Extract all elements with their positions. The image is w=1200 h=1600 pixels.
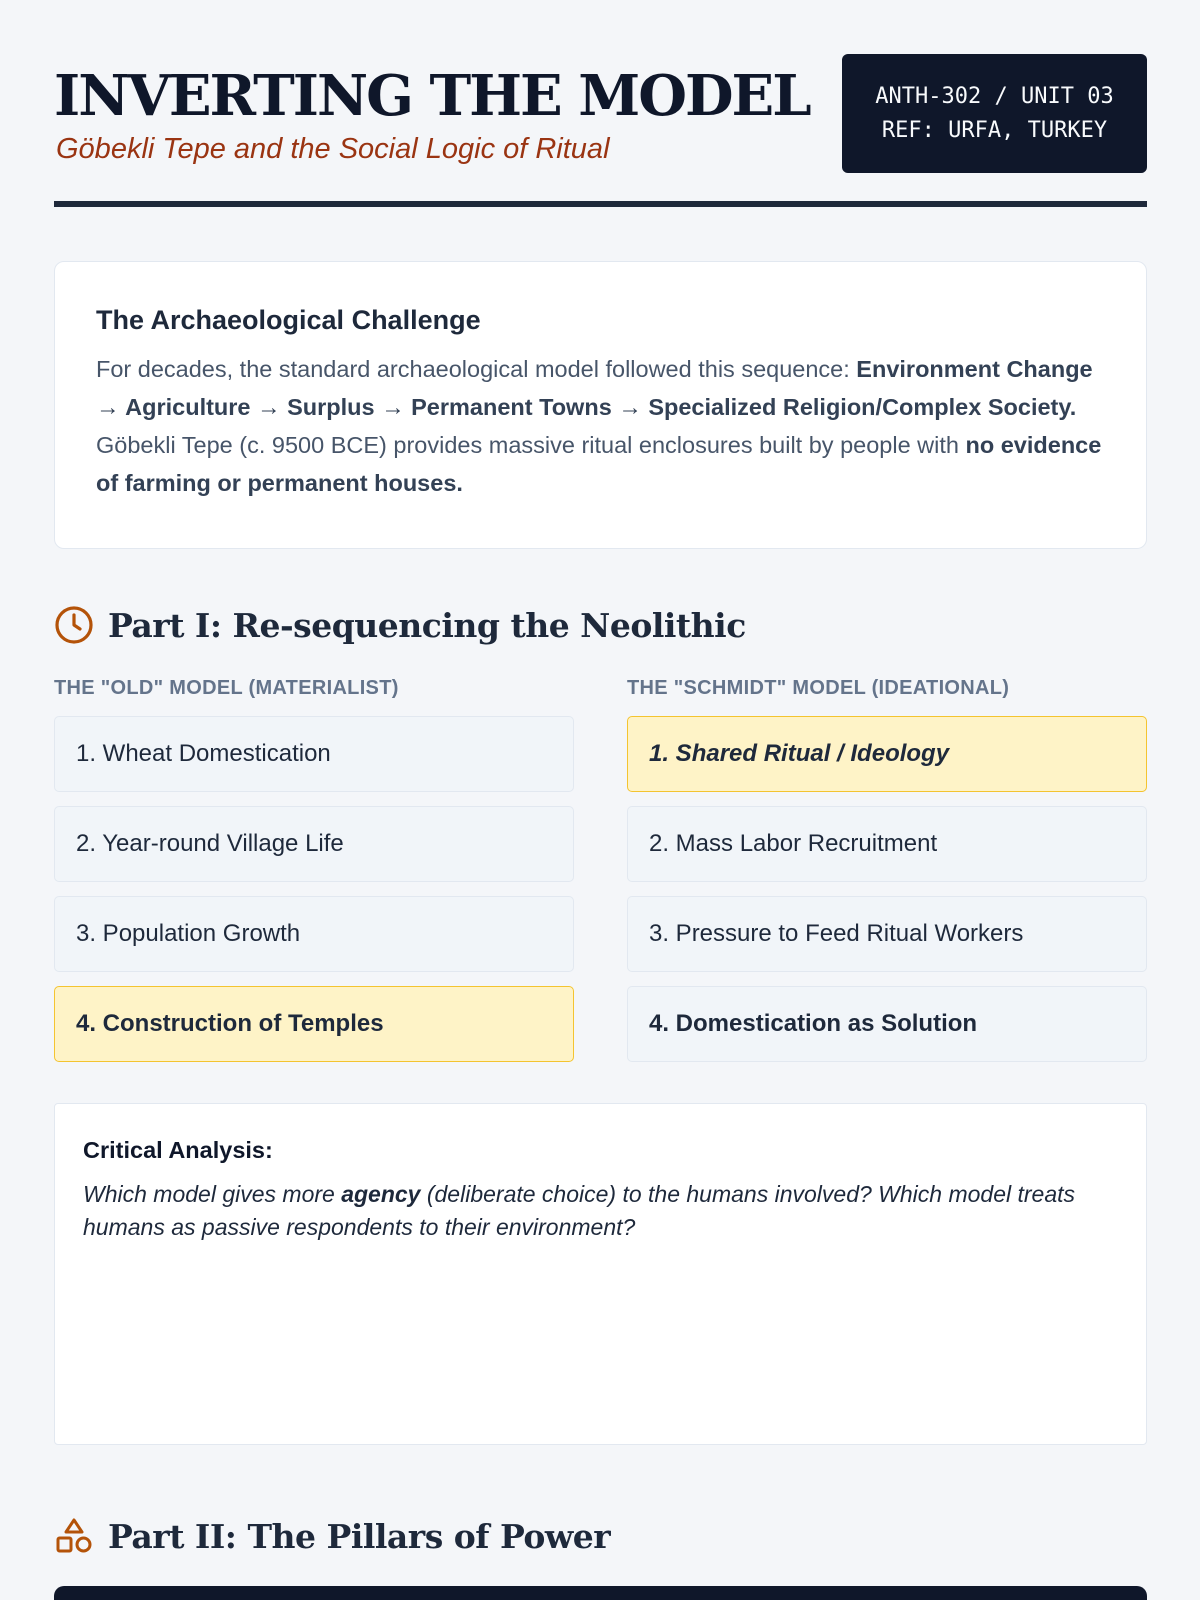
old-model-step: 2. Year-round Village Life	[54, 806, 574, 882]
old-model-step: 3. Population Growth	[54, 896, 574, 972]
intro-title: The Archaeological Challenge	[96, 305, 481, 335]
analysis-question	[83, 1178, 1118, 1244]
intro-card	[54, 261, 1147, 549]
course-reference: REF: URFA, TURKEY	[881, 117, 1108, 143]
critical-analysis-box[interactable]	[54, 1103, 1147, 1445]
old-model-label: THE "OLD" MODEL (MATERIALIST)	[54, 677, 399, 699]
old-model-column	[54, 674, 574, 1076]
schmidt-model-step: 2. Mass Labor Recruitment	[627, 806, 1147, 882]
schmidt-model-column	[627, 674, 1147, 1076]
worksheet-page	[54, 0, 1147, 1556]
analysis-title: Critical Analysis:	[83, 1137, 273, 1163]
page-header	[54, 0, 1147, 207]
part1-heading	[54, 605, 746, 645]
intro-sequence: Environment Change → Agriculture → Surplus → Permanent Towns → Specialized Religion/Complex Society.	[96, 356, 1093, 420]
course-code: ANTH-302 / UNIT 03	[875, 83, 1114, 109]
analysis-text-part: Which model gives more	[83, 1181, 342, 1207]
page-title: INVERTING THE MODEL	[54, 63, 810, 129]
part2-title: Part II: The Pillars of Power	[108, 1516, 611, 1556]
schmidt-model-step-highlighted: 1. Shared Ritual / Ideology	[627, 716, 1147, 792]
intro-text	[96, 350, 1106, 502]
page-subtitle: Göbekli Tepe and the Social Logic of Ritual	[56, 133, 610, 165]
schmidt-model-label: THE "SCHMIDT" MODEL (IDEATIONAL)	[627, 677, 1010, 699]
part1-title: Part I: Re-sequencing the Neolithic	[108, 605, 746, 645]
part2-dark-panel	[54, 1586, 1147, 1600]
clock-icon	[54, 605, 94, 645]
intro-text-part: Göbekli Tepe (c. 9500 BCE) provides massive ritual enclosures built by people with	[96, 432, 966, 458]
analysis-emphasis: agency	[341, 1181, 421, 1207]
intro-emphasis: no evidence of farming or permanent houses.	[96, 432, 1102, 496]
old-model-step: 1. Wheat Domestication	[54, 716, 574, 792]
old-model-step-highlighted: 4. Construction of Temples	[54, 986, 574, 1062]
intro-text-part: For decades, the standard archaeological model followed this sequence:	[96, 356, 857, 382]
course-code-box	[842, 54, 1147, 173]
shapes-icon	[54, 1516, 94, 1556]
schmidt-model-step: 3. Pressure to Feed Ritual Workers	[627, 896, 1147, 972]
part2-heading	[54, 1516, 610, 1556]
schmidt-model-step: 4. Domestication as Solution	[627, 986, 1147, 1062]
analysis-text-part: (deliberate choice) to the humans involved? Which model treats humans as passive respondents to their environment?	[83, 1181, 1076, 1240]
